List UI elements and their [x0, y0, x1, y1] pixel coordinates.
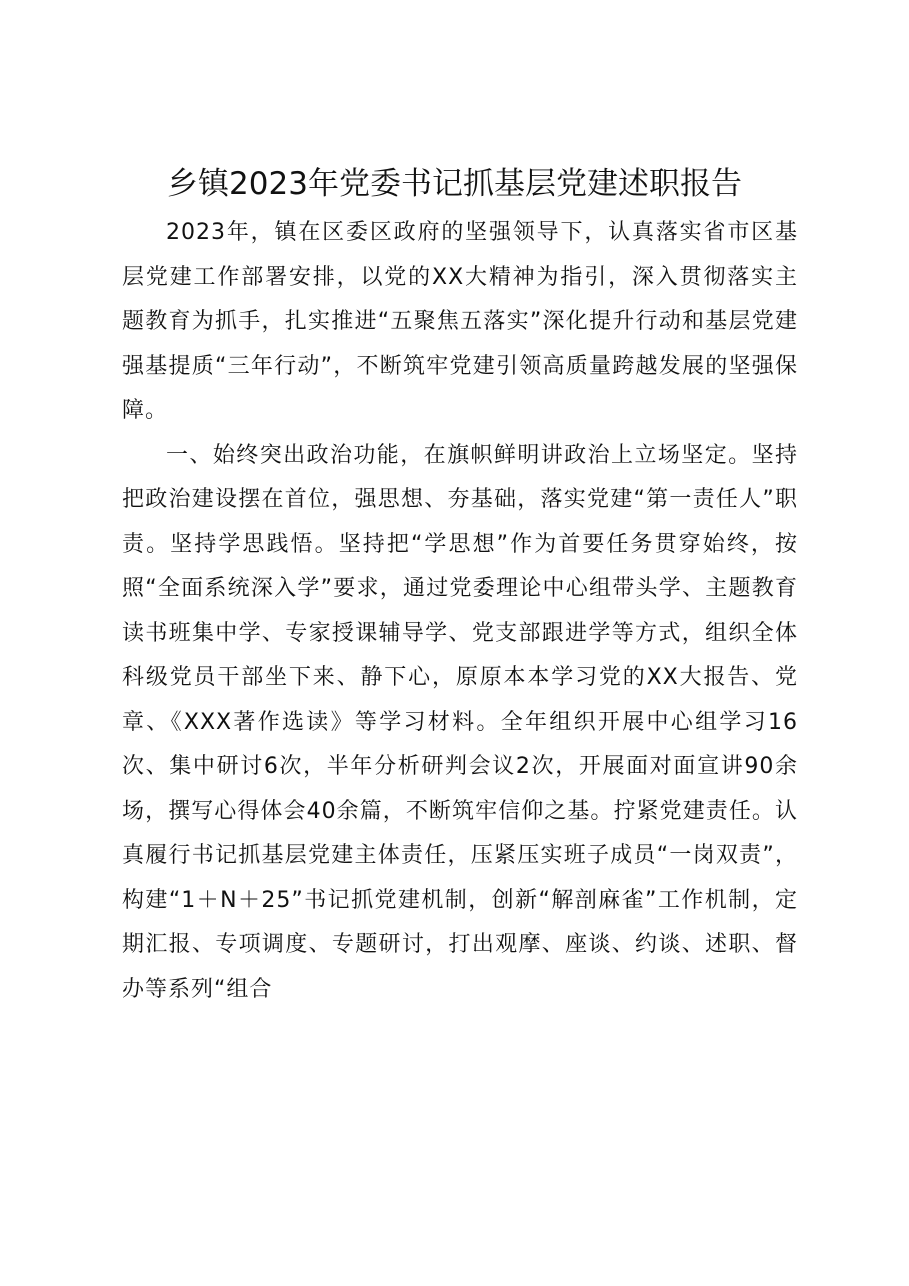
document-body	[122, 211, 798, 1012]
section-one-paragraph: 一、始终突出政治功能，在旗帜鲜明讲政治上立场坚定。坚持把政治建设摆在首位，强思想、夯基础，落实党建“第一责任人”职责。坚持学思践悟。坚持把“学思想”作为首要任务贯穿始终，按照“全面系统深入学”要求，通过党委理论中心组带头学、主题教育读书班集中学、专家授课辅导学、党支部跟进学等方式，组织全体科级党员干部坐下来、静下心，原原本本学习党的XX大报告、党章、《XXX著作选读》等学习材料。全年组织开展中心组学习16次、集中研讨6次，半年分析研判会议2次，开展面对面宣讲90余场，撰写心得体会40余篇，不断筑牢信仰之基。拧紧党建责任。认真履行书记抓基层党建主体责任，压紧压实班子成员“一岗双责”，构建“1＋N＋25”书记抓党建机制，创新“解剖麻雀”工作机制，定期汇报、专项调度、专题研讨，打出观摩、座谈、约谈、述职、督办等系列“组合	[122, 442, 798, 1002]
document-title: 乡镇2023年党委书记抓基层党建述职报告	[167, 166, 742, 202]
intro-paragraph: 2023年，镇在区委区政府的坚强领导下，认真落实省市区基层党建工作部署安排，以党的XX大精神为指引，深入贯彻落实主题教育为抓手，扎实推进“五聚焦五落实”深化提升行动和基层党建强基提质“三年行动”，不断筑牢党建引领高质量跨越发展的坚强保障。	[122, 220, 798, 423]
